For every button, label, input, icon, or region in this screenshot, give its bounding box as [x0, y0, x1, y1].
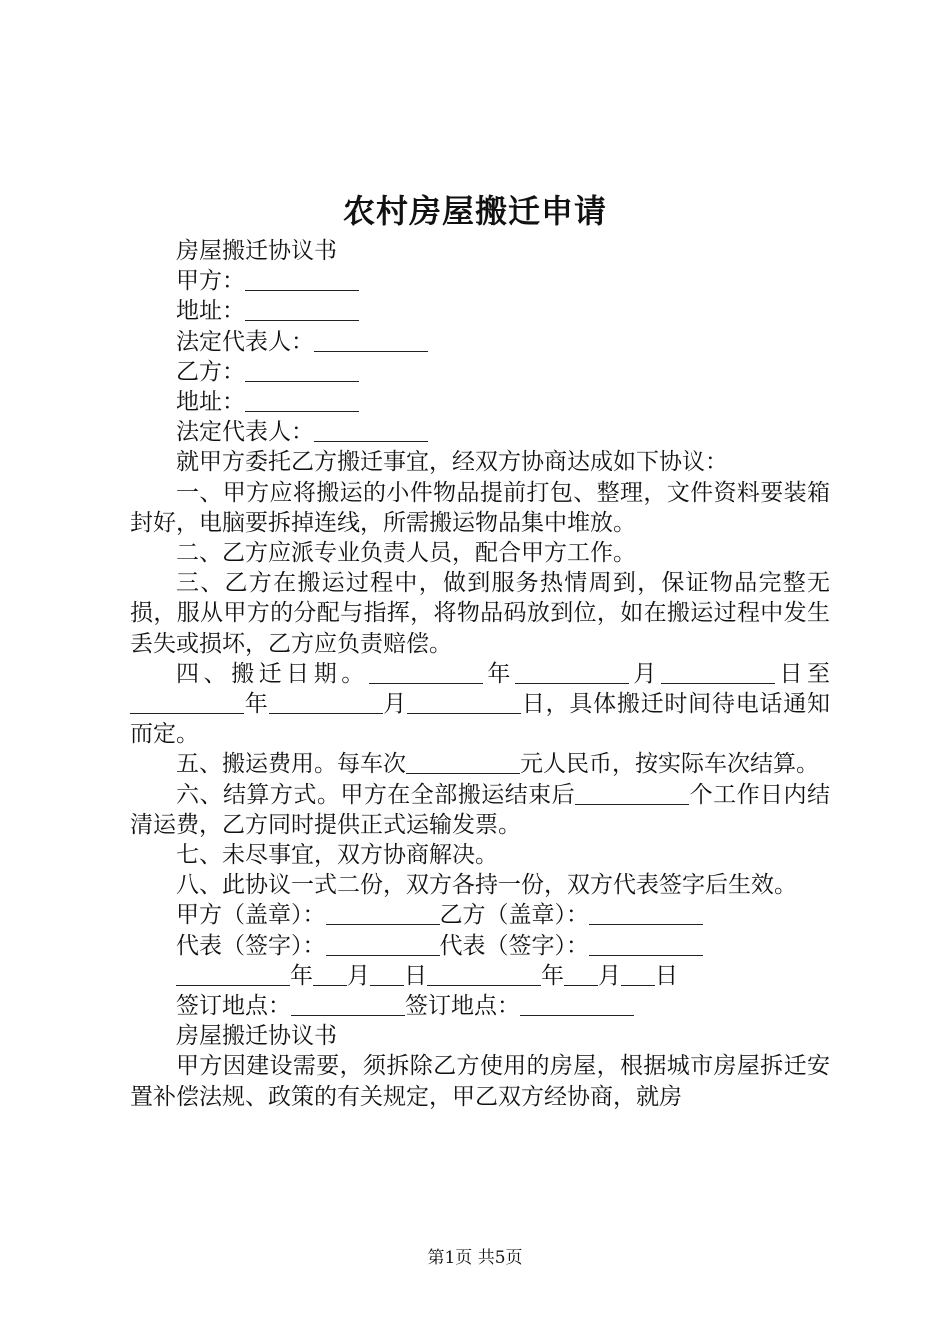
heading-agreement: 房屋搬迁协议书 — [176, 238, 337, 264]
rep-a-line: 法定代表人： — [130, 327, 830, 357]
clause-2: 二、乙方应派专业负责人员，配合甲方工作。 — [176, 540, 636, 567]
page-number: 第1页 共5页 — [427, 1248, 523, 1268]
sign-line: 代表（签字）： 代表（签字）： — [130, 931, 830, 961]
address-a-line: 地址： — [130, 296, 830, 326]
party-a-line: 甲方： — [130, 266, 830, 296]
seal-line: 甲方（盖章）： 乙方（盖章）： — [130, 900, 830, 930]
address-b-line: 地址： — [130, 387, 830, 417]
clause-1: 一、甲方应将搬运的小件物品提前打包、整理，文件资料要装箱封好，电脑要拆掉连线，所需搬运物品集中堆放。 — [130, 479, 830, 536]
heading-agreement-2: 房屋搬迁协议书 — [176, 1023, 337, 1050]
clause-8: 八、此协议一式二份，双方各持一份，双方代表签字后生效。 — [176, 872, 797, 899]
intro-paragraph: 就甲方委托乙方搬迁事宜，经双方协商达成如下协议： — [176, 449, 728, 476]
clause-6: 六、结算方式。甲方在全部搬运结束后 个工作日内结清运费，乙方同时提供正式运输发票。 — [130, 781, 831, 838]
document-body — [130, 236, 830, 1112]
document-title: 农村房屋搬迁申请 — [342, 192, 607, 230]
clause-4: 四、搬迁日期。 年 月 日至年 月 日，具体搬迁时间待电话通知而定。 — [130, 660, 831, 748]
rep-b-line: 法定代表人： — [130, 417, 830, 447]
paragraph-2: 甲方因建设需要，须拆除乙方使用的房屋，根据城市房屋拆迁安置补偿法规、政策的有关规定，甲乙双方经协商，就房 — [130, 1053, 830, 1110]
clause-3: 三、乙方在搬运过程中，做到服务热情周到，保证物品完整无损，服从甲方的分配与指挥，将物品码放到位，如在搬运过程中发生丢失或损坏，乙方应负责赔偿。 — [130, 570, 830, 657]
clause-7: 七、未尽事宜，双方协商解决。 — [176, 842, 498, 869]
party-b-line: 乙方： — [130, 357, 830, 387]
date-line: 年 月 日 年 月 日 — [130, 961, 830, 991]
clause-5: 五、搬运费用。每车次 元人民币，按实际车次结算。 — [176, 751, 819, 778]
place-line: 签订地点： 签订地点： — [130, 991, 830, 1021]
